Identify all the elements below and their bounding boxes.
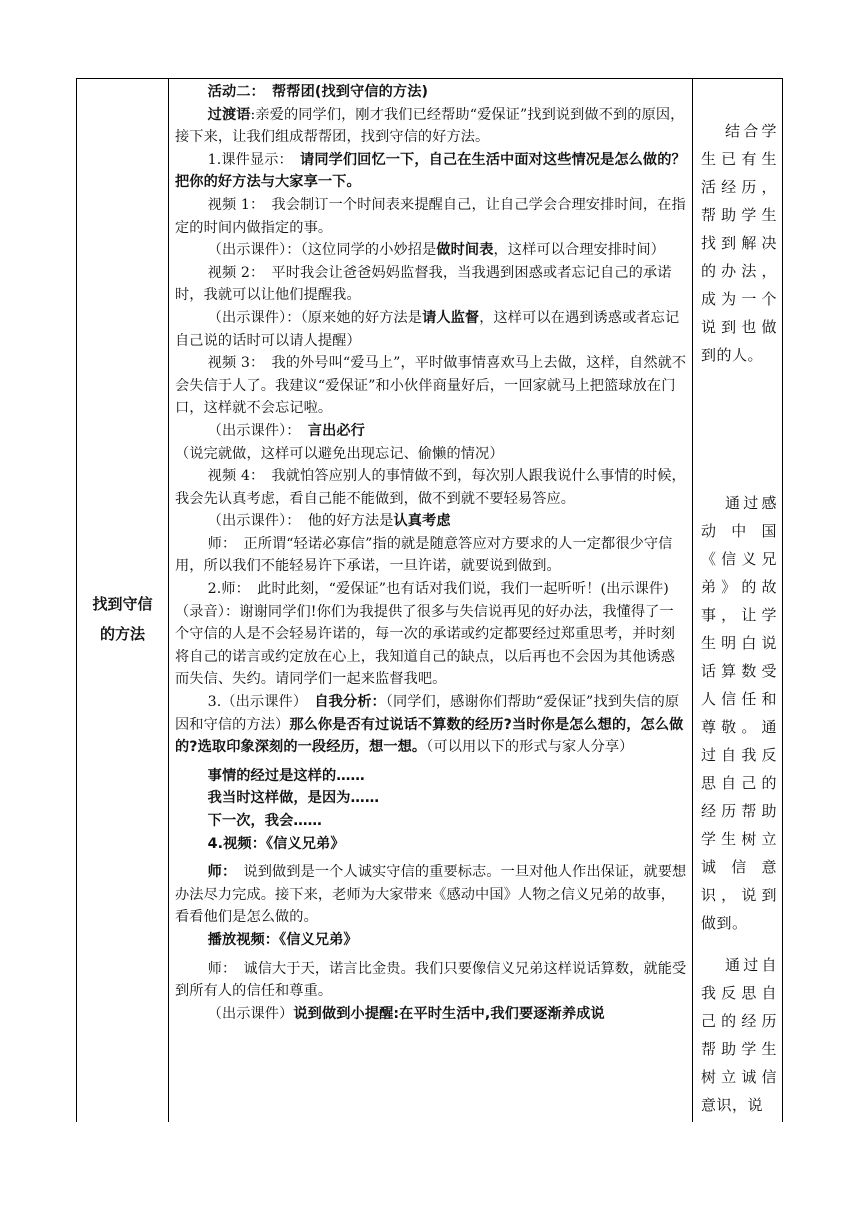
teacher-text: 说到做到是一个人诚实守信的重要标志。一旦对他人作出保证，就要想办法尽力完成。接下来，老师为大家带来《感动中国》人物之信义兄弟的故事，看看他们是怎么做的。: [175, 864, 687, 926]
video-2-text: 视频 2： 平时我会让爸爸妈妈监督我，当我遇到困惑或者忘记自己的承诺时，我就可以让他们提醒我。: [175, 264, 672, 304]
method-keyword: 做时间表: [436, 242, 494, 259]
courseware-question: 请同学们回忆一下，自己在生活中面对这些情况是怎么做的？ 把你的好方法与大家享一下。: [175, 151, 686, 191]
design-note-text: 通过自我反思自己的经历帮助学生树立诚信意识，说: [701, 956, 777, 1114]
design-note-2: [701, 489, 777, 937]
note-text: （同学们，感谢你们帮助“爱保证”找到失信的原因和守信的方法）: [175, 694, 680, 733]
note-text: （出示课件）：: [207, 422, 294, 439]
reminder-text: 说到做到小提醒:在平时生活中,我们要逐渐养成说: [293, 1005, 605, 1022]
courseware-prompt: [175, 149, 687, 194]
note-text: （出示课件）：（原来她的好方法是: [207, 309, 423, 326]
activity-content: [175, 81, 687, 1025]
note-text: ，这样可以在遇到诱惑或者忘记自己说的话时可以请人提醒）: [175, 309, 680, 349]
section-title-line: 的方法: [99, 625, 145, 643]
section-column: [77, 79, 168, 1122]
note-text: 3.（出示课件）: [207, 694, 301, 711]
courseware-label: 1.课件显示：: [207, 151, 286, 168]
activity-label: 活动二：: [207, 84, 258, 100]
self-analysis-label: 自我分析：: [314, 694, 386, 711]
method-keyword: 认真考虑: [393, 513, 451, 530]
courseware-note-2: [175, 307, 687, 352]
teacher-intro: [175, 861, 687, 929]
note-text: （出示课件）： 他的好方法是: [207, 513, 394, 530]
video-heading: 4.视频：《信义兄弟》: [207, 835, 345, 852]
self-analysis-paragraph: [175, 691, 687, 759]
design-note-3: [701, 951, 777, 1119]
share-prompt-line: 我当时这样做，是因为……: [207, 790, 380, 807]
courseware-note-3: [175, 420, 687, 465]
video-1-text: 视频 1： 我会制订一个时间表来提醒自己，让自己学会合理安排时间，在指定的时间内做指定的事。: [175, 196, 686, 236]
reminder-line: [175, 1003, 687, 1026]
activity-title: 帮帮团(找到守信的方法): [272, 84, 429, 100]
video-4-text: 视频 4： 我就怕答应别人的事情做不到，每次别人跟我说什么事情的时候，我会先认真考虑，看自己能不能做到，做不到就不要轻易答应。: [175, 468, 686, 507]
recording-paragraph: 2.师： 此时此刻，“爱保证”也有话对我们说，我们一起听听！(出示课件)（录音）：谢谢同学们!你们为我提供了很多与失信说再见的好办法，我懂得了一个守信的人是不会轻易许诺的，每一次的承诺或约定都要经过郑重思考，并时刻将自己的诺言或约定放在心上，我知道自己的缺点，以后再也不会因为其他诱惑而失信、失约。请同学们一起来监督我吧。: [175, 581, 676, 688]
section-title-line: 找到守信: [92, 595, 153, 613]
courseware-note-1: [175, 239, 687, 262]
note-text: （可以用以下的形式与家人分享）: [426, 739, 634, 756]
play-video-heading: 播放视频：《信义兄弟》: [207, 931, 358, 948]
method-keyword: 请人监督: [422, 309, 480, 326]
share-prompt-line: 事情的经过是这样的……: [207, 767, 365, 784]
design-notes-column: [693, 79, 782, 1122]
note-text: ，这样可以合理安排时间）: [493, 242, 665, 259]
courseware-note-4: [175, 510, 687, 533]
video-3-text: 视频 3： 我的外号叫“爱马上”，平时做事情喜欢马上去做，这样，自然就不会失信于人了。我建议“爱保证”和小伙伴商量好后，一回家就马上把篮球放在门口，这样就不会忘记啦。: [175, 355, 687, 417]
lesson-plan-table: [76, 78, 783, 1122]
transition-paragraph: [175, 104, 687, 149]
self-analysis-question: 那么你是否有过说话不算数的经历?当时你是怎么想的，怎么做的?选取印象深刻的一段经历，想一想。: [175, 716, 684, 756]
note-text: （说完就做，这样可以避免出现忘记、偷懒的情况）: [175, 445, 504, 462]
design-note-text: 结合学生已有生活经历，帮助学生找到解决的办法，成为一个说到也做到的人。: [701, 122, 777, 364]
share-prompt-line: 下一次，我会……: [207, 813, 322, 829]
teacher-label: 师：: [207, 864, 230, 881]
transition-label: 过渡语: [207, 106, 251, 123]
activity-content-column: [169, 79, 692, 1122]
design-note-1: [701, 117, 777, 369]
method-keyword: 言出必行: [307, 422, 365, 439]
design-note-text: 通过感动中国《信义兄弟》的故事，让学生明白说话算数受人信任和尊敬。通过自我反思自己的经历帮助学生树立诚信意识，说到做到。: [701, 494, 777, 932]
section-title: [77, 589, 168, 649]
teacher-summary: 师： 诚信大于天，诺言比金贵。我们只要像信义兄弟这样说话算数，就能受到所有人的信任和尊重。: [175, 960, 687, 1000]
note-text: （出示课件）: [207, 1005, 294, 1022]
teacher-remark: 师： 正所谓“轻诺必寡信”指的就是随意答应对方要求的人一定都很少守信用，所以我们不能轻易许下承诺，一旦许诺，就要说到做到。: [175, 535, 673, 575]
activity-heading: [175, 81, 687, 104]
transition-text: :亲爱的同学们，刚才我们已经帮助“爱保证”找到说到做不到的原因，接下来，让我们组成帮帮团，找到守信的好方法。: [175, 106, 685, 146]
note-text: （出示课件）：（这位同学的小妙招是: [207, 242, 437, 259]
